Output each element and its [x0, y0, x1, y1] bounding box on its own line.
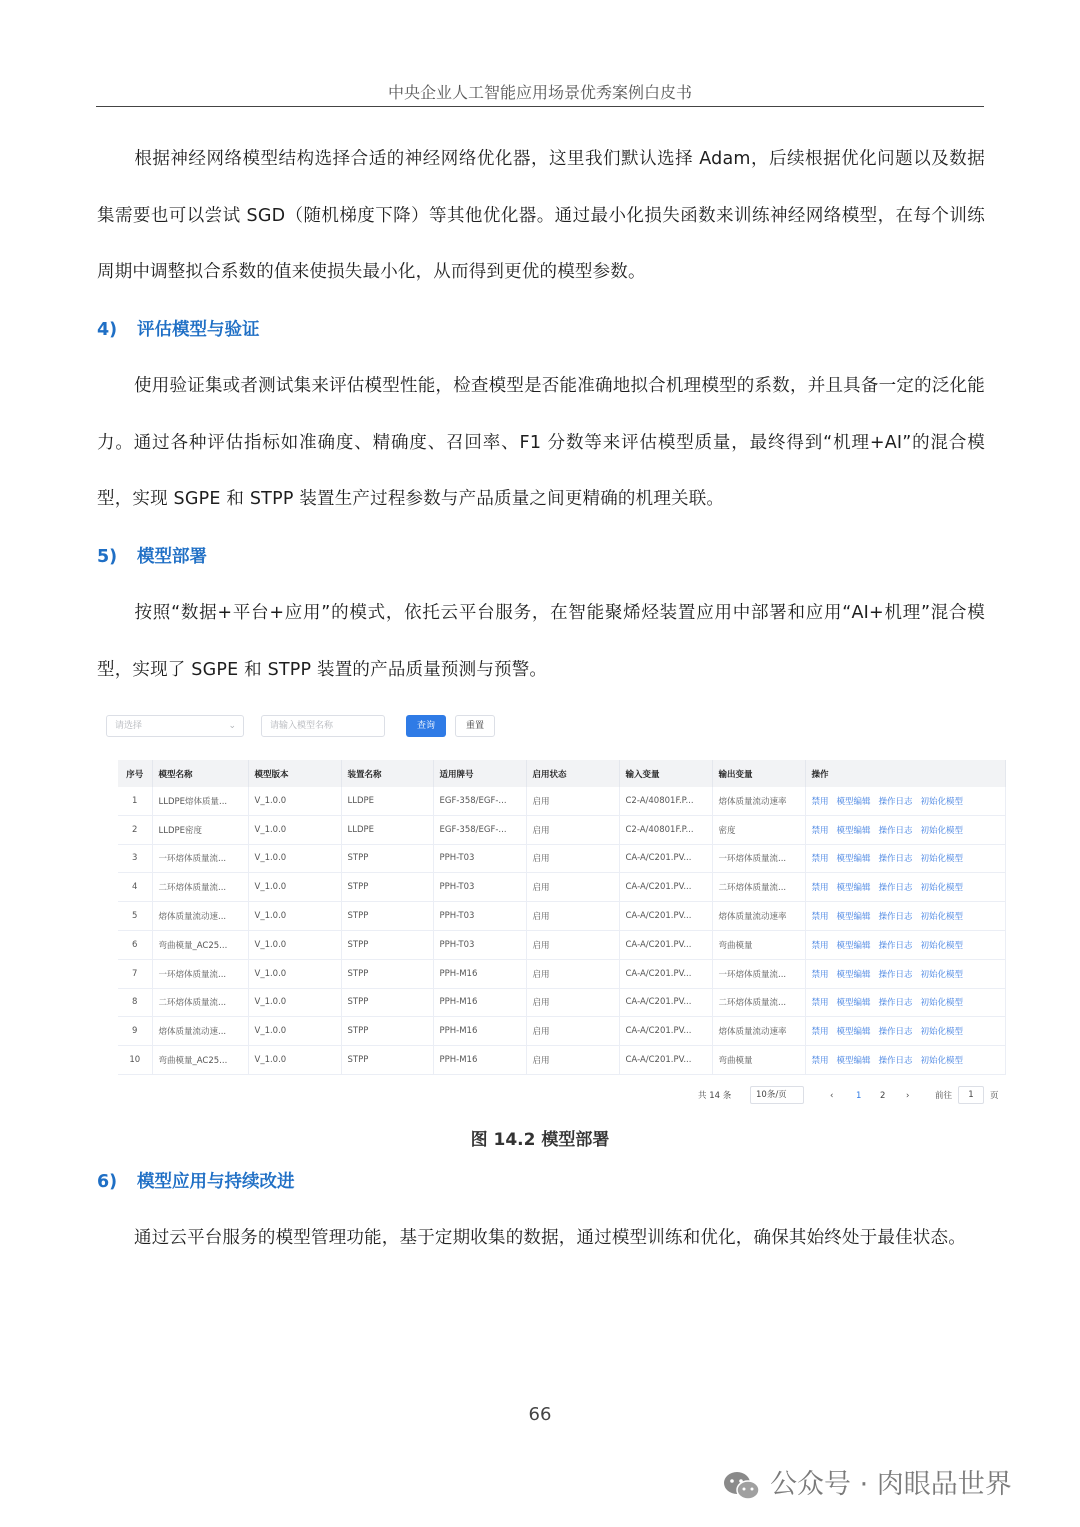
figure-model-deployment — [100, 706, 1010, 1116]
row-action-link[interactable]: 操作日志 — [878, 883, 913, 894]
row-actions — [805, 1046, 1005, 1075]
row-actions — [805, 902, 1005, 931]
table-cell: 弯曲模量 — [712, 930, 805, 959]
table-header-row — [118, 760, 1005, 787]
table-cell: 7 — [118, 959, 152, 988]
table-cell: 6 — [118, 930, 152, 959]
paragraph-evaluation-text: 使用验证集或者测试集来评估模型性能，检查模型是否能准确地拟合机理模型的系数，并且具备一定的泛化能力。通过各种评估指标如准确度、精确度、召回率、F1 分数等来评估模型质量，最终得到“机理+AI”的混合模型，实现 SGPE 和 STPP 装置生产过程参数与产品质量之间更精确的机理关联。 — [97, 376, 985, 509]
page-1-button[interactable]: 1 — [856, 1091, 862, 1101]
table-cell: 熔体质量流动速率 — [712, 902, 805, 931]
row-action-link[interactable]: 操作日志 — [878, 940, 913, 951]
model-search-placeholder: 请输入模型名称 — [270, 721, 334, 731]
table-cell: 启用 — [526, 815, 619, 844]
filter-select-placeholder: 请选择 — [115, 721, 143, 731]
row-action-link[interactable]: 操作日志 — [878, 854, 913, 865]
table-cell: 启用 — [526, 844, 619, 873]
row-action-link[interactable]: 禁用 — [811, 940, 829, 951]
query-button[interactable]: 查询 — [406, 715, 446, 737]
table-cell: STPP — [341, 873, 433, 902]
row-actions — [805, 930, 1005, 959]
table-cell: 密度 — [712, 815, 805, 844]
table-row — [118, 844, 1005, 873]
table-cell: 二环熔体质量流... — [152, 873, 248, 902]
table-cell: V_1.0.0 — [248, 844, 341, 873]
row-action-link[interactable]: 初始化模型 — [920, 796, 964, 807]
table-cell: 8 — [118, 988, 152, 1017]
heading-number: 6) — [97, 1172, 118, 1192]
pagination — [690, 1086, 1008, 1106]
table-cell: 4 — [118, 873, 152, 902]
page-size-select[interactable] — [750, 1086, 804, 1104]
table-body — [118, 787, 1005, 1074]
table-cell: 熔体质量流动速... — [152, 902, 248, 931]
table-cell: 一环熔体质量流... — [152, 844, 248, 873]
column-header: 模型版本 — [248, 760, 341, 787]
column-header: 模型名称 — [152, 760, 248, 787]
table-cell: PPH-T03 — [433, 930, 526, 959]
table-row — [118, 1017, 1005, 1046]
row-action-link[interactable]: 模型编辑 — [836, 883, 871, 894]
row-actions — [805, 815, 1005, 844]
paragraph-optimizer — [97, 131, 985, 301]
paragraph-deployment-text: 按照“数据+平台+应用”的模式，依托云平台服务，在智能聚烯烃装置应用中部署和应用“AI+机理”混合模型，实现了 SGPE 和 STPP 装置的产品质量预测与预警。 — [97, 603, 985, 680]
table-row — [118, 902, 1005, 931]
page-number: 66 — [528, 1404, 552, 1425]
watermark-text: 公众号 · 肉眼品世界 — [770, 1469, 1012, 1500]
table-cell: CA-A/C201.PV... — [619, 930, 712, 959]
table-cell: 二环熔体质量流... — [152, 988, 248, 1017]
row-action-link[interactable]: 禁用 — [811, 1027, 829, 1038]
row-action-link[interactable]: 操作日志 — [878, 998, 913, 1009]
table-row — [118, 1046, 1005, 1075]
table-cell: C2-A/40801F.P... — [619, 787, 712, 815]
table-cell: V_1.0.0 — [248, 1046, 341, 1075]
reset-button[interactable]: 重置 — [455, 715, 495, 737]
row-actions — [805, 873, 1005, 902]
row-action-link[interactable]: 模型编辑 — [836, 854, 871, 865]
table-row — [118, 930, 1005, 959]
pagination-total: 共 14 条 — [698, 1091, 732, 1101]
heading-evaluate-model — [97, 318, 260, 342]
table-cell: LLDPE熔体质量... — [152, 787, 248, 815]
table-row — [118, 787, 1005, 815]
goto-page-input[interactable] — [958, 1086, 984, 1104]
table-cell: 弯曲模量_AC25... — [152, 1046, 248, 1075]
heading-model-application — [97, 1170, 295, 1194]
row-action-link[interactable]: 操作日志 — [878, 969, 913, 980]
table-cell: EGF-358/EGF-... — [433, 815, 526, 844]
table-cell: CA-A/C201.PV... — [619, 988, 712, 1017]
row-action-link[interactable]: 禁用 — [811, 1056, 829, 1067]
paragraph-evaluation — [97, 358, 985, 528]
heading-model-deploy — [97, 545, 207, 569]
column-header: 适用牌号 — [433, 760, 526, 787]
table-cell: PPH-M16 — [433, 1017, 526, 1046]
row-action-link[interactable]: 模型编辑 — [836, 1027, 871, 1038]
row-action-link[interactable]: 禁用 — [811, 912, 829, 923]
row-actions — [805, 1017, 1005, 1046]
table-cell: 10 — [118, 1046, 152, 1075]
prev-page-icon[interactable]: ‹ — [830, 1091, 834, 1101]
table-cell: PPH-M16 — [433, 988, 526, 1017]
table-cell: 一环熔体质量流... — [152, 959, 248, 988]
table-cell: 1 — [118, 787, 152, 815]
model-search-input[interactable] — [261, 715, 385, 737]
table-cell: LLDPE — [341, 815, 433, 844]
table-cell: PPH-T03 — [433, 902, 526, 931]
table-cell: V_1.0.0 — [248, 902, 341, 931]
row-action-link[interactable]: 初始化模型 — [920, 998, 964, 1009]
row-action-link[interactable]: 禁用 — [811, 969, 829, 980]
table-cell: EGF-358/EGF-... — [433, 787, 526, 815]
page-2-button[interactable]: 2 — [880, 1091, 886, 1101]
heading-number: 4) — [97, 320, 118, 340]
column-header: 输入变量 — [619, 760, 712, 787]
table-cell: 2 — [118, 815, 152, 844]
table-row — [118, 959, 1005, 988]
column-header: 操作 — [805, 760, 1005, 787]
row-action-link[interactable]: 初始化模型 — [920, 912, 964, 923]
table-cell: 3 — [118, 844, 152, 873]
table-cell: STPP — [341, 988, 433, 1017]
goto-page-value: 1 — [968, 1090, 974, 1100]
table-cell: LLDPE — [341, 787, 433, 815]
heading-text: 评估模型与验证 — [137, 320, 260, 340]
row-action-link[interactable]: 模型编辑 — [836, 1056, 871, 1067]
table-cell: 熔体质量流动速率 — [712, 1017, 805, 1046]
column-header: 序号 — [118, 760, 152, 787]
table-row — [118, 815, 1005, 844]
row-actions — [805, 787, 1005, 815]
column-header: 装置名称 — [341, 760, 433, 787]
row-action-link[interactable]: 禁用 — [811, 883, 829, 894]
table-cell: PPH-M16 — [433, 959, 526, 988]
heading-number: 5) — [97, 547, 118, 567]
row-action-link[interactable]: 初始化模型 — [920, 940, 964, 951]
table-cell: CA-A/C201.PV... — [619, 959, 712, 988]
table-cell: STPP — [341, 902, 433, 931]
figure-caption: 图 14.2 模型部署 — [470, 1130, 610, 1150]
table-cell: CA-A/C201.PV... — [619, 844, 712, 873]
row-action-link[interactable]: 禁用 — [811, 854, 829, 865]
table-cell: V_1.0.0 — [248, 1017, 341, 1046]
row-action-link[interactable]: 禁用 — [811, 825, 829, 836]
table-cell: 5 — [118, 902, 152, 931]
row-action-link[interactable]: 模型编辑 — [836, 940, 871, 951]
table-cell: 二环熔体质量流... — [712, 988, 805, 1017]
table-cell: 启用 — [526, 930, 619, 959]
table-cell: LLDPE密度 — [152, 815, 248, 844]
table-cell: CA-A/C201.PV... — [619, 1017, 712, 1046]
model-table — [118, 760, 1006, 1075]
table-cell: STPP — [341, 959, 433, 988]
table-cell: 弯曲模量 — [712, 1046, 805, 1075]
row-actions — [805, 844, 1005, 873]
wechat-icon — [722, 1470, 762, 1502]
row-action-link[interactable]: 模型编辑 — [836, 998, 871, 1009]
table-cell: V_1.0.0 — [248, 815, 341, 844]
column-header: 输出变量 — [712, 760, 805, 787]
table-cell: CA-A/C201.PV... — [619, 1046, 712, 1075]
row-action-link[interactable]: 初始化模型 — [920, 969, 964, 980]
paragraph-continuous-improvement — [97, 1210, 985, 1267]
table-cell: 启用 — [526, 1017, 619, 1046]
table-cell: 启用 — [526, 902, 619, 931]
page-size-value: 10条/页 — [756, 1090, 787, 1100]
row-action-link[interactable]: 模型编辑 — [836, 912, 871, 923]
row-action-link[interactable]: 初始化模型 — [920, 883, 964, 894]
row-action-link[interactable]: 初始化模型 — [920, 825, 964, 836]
heading-text: 模型部署 — [137, 547, 207, 567]
table-cell: 启用 — [526, 1046, 619, 1075]
column-header: 启用状态 — [526, 760, 619, 787]
row-action-link[interactable]: 操作日志 — [878, 796, 913, 807]
table-cell: PPH-M16 — [433, 1046, 526, 1075]
row-action-link[interactable]: 操作日志 — [878, 1056, 913, 1067]
table-cell: 9 — [118, 1017, 152, 1046]
table-cell: V_1.0.0 — [248, 959, 341, 988]
paragraph-continuous-improvement-text: 通过云平台服务的模型管理功能，基于定期收集的数据，通过模型训练和优化，确保其始终处于最佳状态。 — [134, 1228, 966, 1248]
table-cell: STPP — [341, 1017, 433, 1046]
watermark — [722, 1463, 1012, 1507]
paragraph-optimizer-text: 根据神经网络模型结构选择合适的神经网络优化器，这里我们默认选择 Adam，后续根据优化问题以及数据集需要也可以尝试 SGD（随机梯度下降）等其他优化器。通过最小化损失函数来训练神经网络模型，在每个训练周期中调整拟合系数的值来使损失最小化，从而得到更优的模型参数。 — [97, 149, 985, 282]
chevron-down-icon: ⌄ — [228, 721, 236, 731]
row-action-link[interactable]: 禁用 — [811, 796, 829, 807]
table-row — [118, 873, 1005, 902]
table-cell: V_1.0.0 — [248, 787, 341, 815]
row-action-link[interactable]: 禁用 — [811, 998, 829, 1009]
header-title: 中央企业人工智能应用场景优秀案例白皮书 — [387, 83, 692, 102]
table-cell: 熔体质量流动速率 — [712, 787, 805, 815]
row-action-link[interactable]: 模型编辑 — [836, 825, 871, 836]
row-action-link[interactable]: 操作日志 — [878, 825, 913, 836]
table-cell: 二环熔体质量流... — [712, 873, 805, 902]
table-cell: 启用 — [526, 873, 619, 902]
table-row — [118, 988, 1005, 1017]
row-action-link[interactable]: 操作日志 — [878, 912, 913, 923]
paragraph-deployment — [97, 585, 985, 698]
row-action-link[interactable]: 初始化模型 — [920, 1056, 964, 1067]
table-cell: 弯曲模量_AC25... — [152, 930, 248, 959]
row-actions — [805, 988, 1005, 1017]
table-cell: V_1.0.0 — [248, 988, 341, 1017]
filter-select[interactable] — [106, 715, 244, 737]
goto-label: 前往 — [935, 1091, 953, 1101]
header-divider — [96, 106, 984, 107]
row-action-link[interactable]: 操作日志 — [878, 1027, 913, 1038]
table-cell: PPH-T03 — [433, 873, 526, 902]
table-cell: 一环熔体质量流... — [712, 959, 805, 988]
table-cell: C2-A/40801F.P... — [619, 815, 712, 844]
table-cell: 熔体质量流动速... — [152, 1017, 248, 1046]
table-cell: V_1.0.0 — [248, 873, 341, 902]
table-cell: STPP — [341, 844, 433, 873]
heading-text: 模型应用与持续改进 — [137, 1172, 295, 1192]
row-action-link[interactable]: 初始化模型 — [920, 854, 964, 865]
table-cell: 启用 — [526, 988, 619, 1017]
row-action-link[interactable]: 初始化模型 — [920, 1027, 964, 1038]
table-cell: STPP — [341, 930, 433, 959]
table-cell: CA-A/C201.PV... — [619, 873, 712, 902]
table-cell: PPH-T03 — [433, 844, 526, 873]
table-cell: 启用 — [526, 787, 619, 815]
table-cell: 一环熔体质量流... — [712, 844, 805, 873]
row-action-link[interactable]: 模型编辑 — [836, 796, 871, 807]
table-cell: 启用 — [526, 959, 619, 988]
table-cell: V_1.0.0 — [248, 930, 341, 959]
table-cell: STPP — [341, 1046, 433, 1075]
goto-suffix: 页 — [990, 1091, 999, 1101]
table-cell: CA-A/C201.PV... — [619, 902, 712, 931]
row-action-link[interactable]: 模型编辑 — [836, 969, 871, 980]
row-actions — [805, 959, 1005, 988]
next-page-icon[interactable]: › — [906, 1091, 910, 1101]
